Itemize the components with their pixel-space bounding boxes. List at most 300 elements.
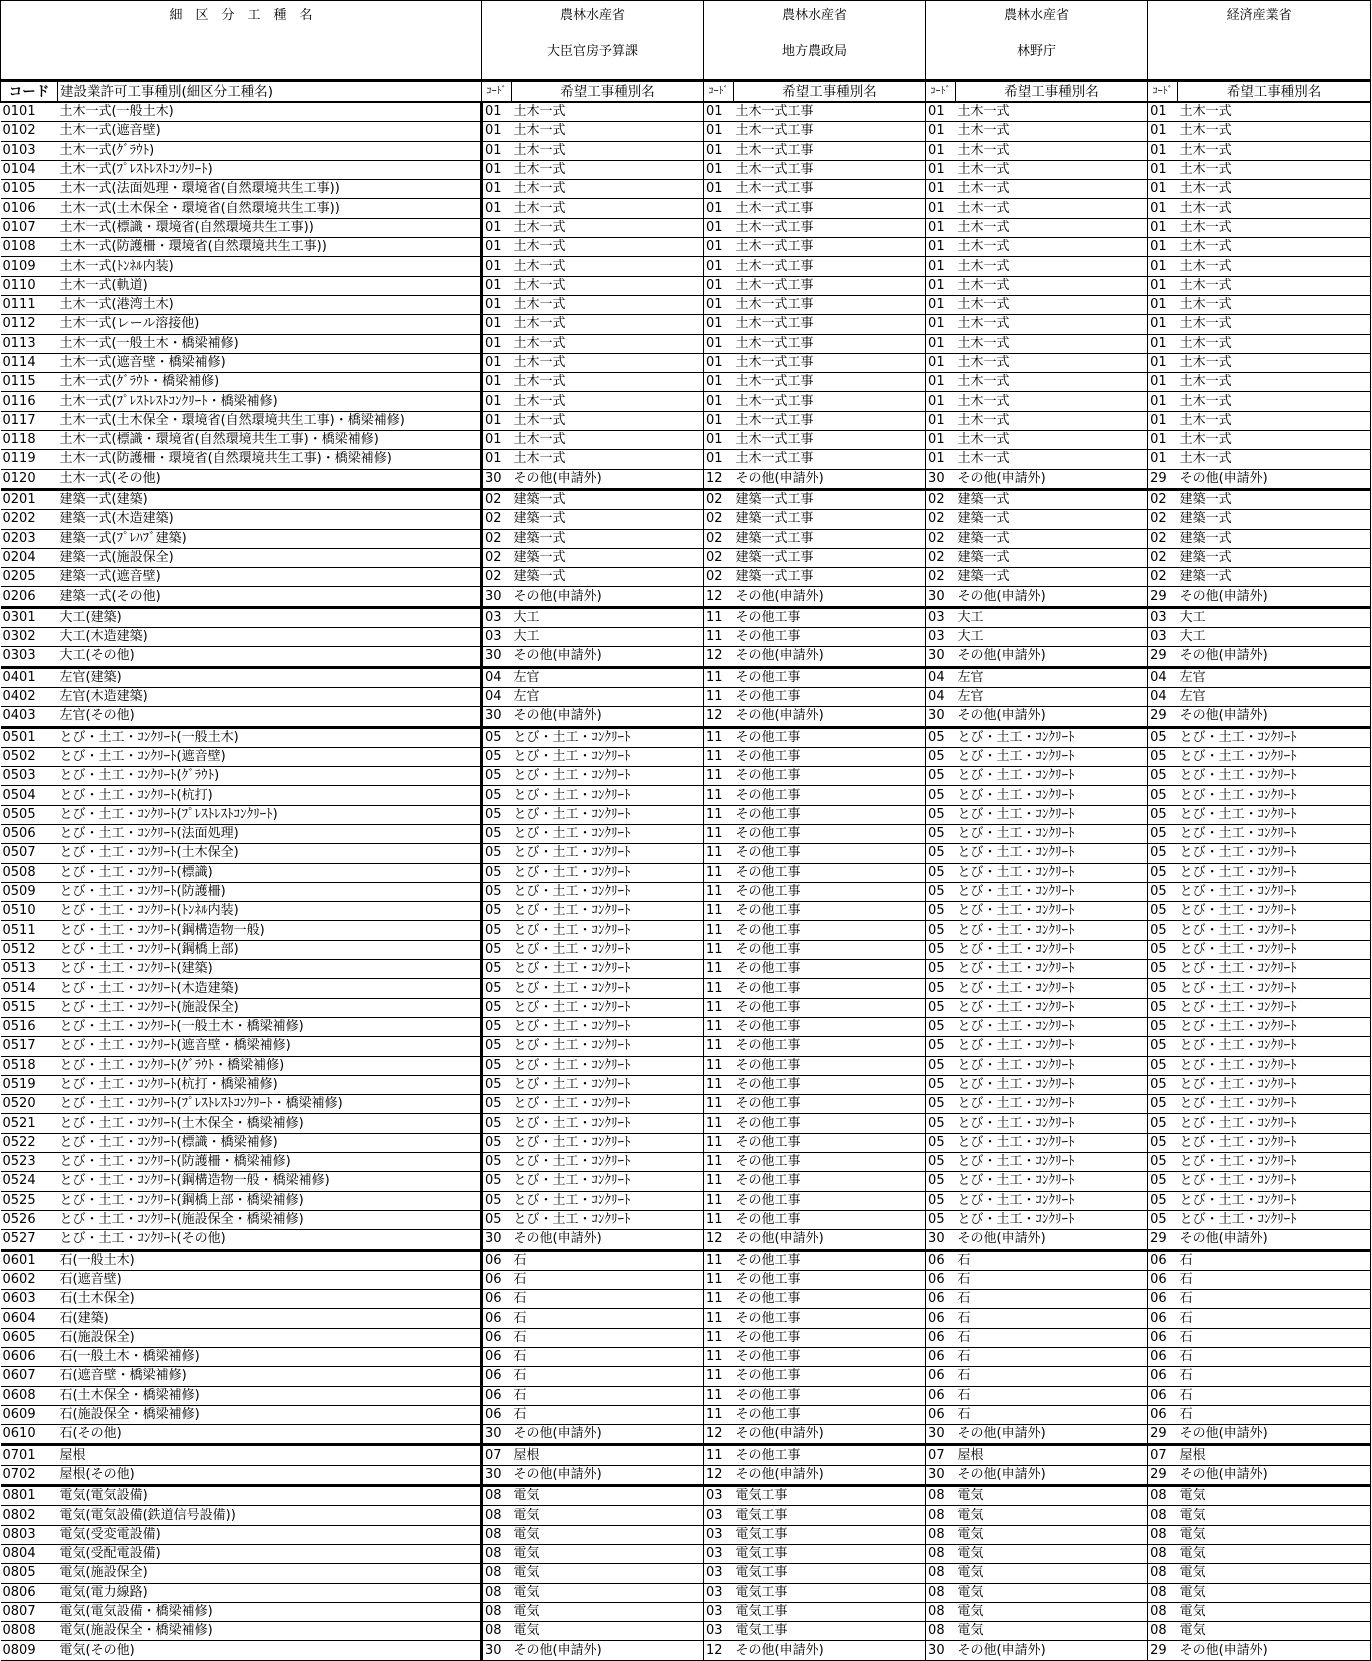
maff-budget-type: 電気 [512, 1525, 704, 1544]
maff-regional-type: 電気工事 [734, 1525, 926, 1544]
maff-regional-type: 土木一式工事 [734, 102, 926, 122]
column-header-code: コード [1, 81, 58, 103]
maff-budget-type: その他(申請外) [512, 587, 704, 607]
forestry-type: 土木一式 [956, 122, 1148, 141]
maff-regional-code: 02 [704, 548, 734, 567]
maff-regional-type: その他工事 [734, 1250, 926, 1270]
maff-regional-type: その他工事 [734, 1210, 926, 1229]
table-row [1, 767, 1371, 786]
table-row [1, 102, 1371, 122]
forestry-type: 石 [956, 1348, 1148, 1367]
maff-regional-code: 11 [704, 1405, 734, 1424]
forestry-type: とび・土工・ｺﾝｸﾘｰﾄ [956, 824, 1148, 843]
maff-budget-code: 05 [482, 1075, 512, 1094]
forestry-code: 30 [926, 647, 956, 667]
maff-budget-code: 01 [482, 180, 512, 199]
forestry-type: 左官 [956, 667, 1148, 687]
maff-budget-code: 06 [482, 1405, 512, 1424]
meti-code: 01 [1148, 334, 1178, 353]
table-row [1, 218, 1371, 237]
maff-regional-code: 02 [704, 510, 734, 529]
forestry-type: 電気 [956, 1506, 1148, 1525]
row-name: 土木一式(港湾土木) [58, 295, 482, 314]
forestry-type: その他(申請外) [956, 647, 1148, 667]
maff-regional-type: 土木一式工事 [734, 315, 926, 334]
meti-code: 02 [1148, 568, 1178, 587]
row-name: とび・土工・ｺﾝｸﾘｰﾄ(標識・橋梁補修) [58, 1133, 482, 1152]
table-row [1, 1506, 1371, 1525]
maff-regional-code: 11 [704, 960, 734, 979]
maff-budget-type: 建築一式 [512, 548, 704, 567]
forestry-type: 電気 [956, 1486, 1148, 1506]
maff-regional-type: 電気工事 [734, 1622, 926, 1641]
table-row [1, 1309, 1371, 1328]
table-row [1, 1348, 1371, 1367]
maff-regional-type: その他工事 [734, 844, 926, 863]
maff-budget-type: とび・土工・ｺﾝｸﾘｰﾄ [512, 1191, 704, 1210]
maff-regional-type: その他工事 [734, 667, 926, 687]
meti-code: 03 [1148, 607, 1178, 627]
maff-budget-type: 左官 [512, 687, 704, 706]
maff-regional-code: 01 [704, 334, 734, 353]
meti-code: 05 [1148, 727, 1178, 747]
meti-code: 08 [1148, 1602, 1178, 1621]
maff-regional-type: 建築一式工事 [734, 529, 926, 548]
forestry-code: 05 [926, 1095, 956, 1114]
meti-code: 05 [1148, 882, 1178, 901]
maff-budget-code: 05 [482, 979, 512, 998]
row-name: とび・土工・ｺﾝｸﾘｰﾄ(一般土木・橋梁補修) [58, 1017, 482, 1036]
row-name: とび・土工・ｺﾝｸﾘｰﾄ(一般土木) [58, 727, 482, 747]
forestry-code: 03 [926, 628, 956, 647]
maff-regional-type: その他工事 [734, 1290, 926, 1309]
maff-regional-type: 土木一式工事 [734, 431, 926, 450]
maff-budget-type: 左官 [512, 667, 704, 687]
maff-regional-type: 電気工事 [734, 1486, 926, 1506]
table-row [1, 1153, 1371, 1172]
meti-type: 土木一式 [1178, 353, 1371, 372]
meti-code: 05 [1148, 1114, 1178, 1133]
row-code: 0107 [1, 218, 58, 237]
maff-regional-code: 03 [704, 1506, 734, 1525]
maff-regional-code: 11 [704, 607, 734, 627]
meti-type: 石 [1178, 1367, 1371, 1386]
table-row [1, 315, 1371, 334]
maff-budget-type: とび・土工・ｺﾝｸﾘｰﾄ [512, 960, 704, 979]
row-code: 0606 [1, 1348, 58, 1367]
meti-code: 02 [1148, 529, 1178, 548]
meti-type: とび・土工・ｺﾝｸﾘｰﾄ [1178, 1075, 1371, 1094]
maff-regional-code: 01 [704, 276, 734, 295]
row-code: 0106 [1, 199, 58, 218]
maff-regional-code: 12 [704, 587, 734, 607]
forestry-type: とび・土工・ｺﾝｸﾘｰﾄ [956, 1133, 1148, 1152]
row-code: 0112 [1, 315, 58, 334]
row-code: 0607 [1, 1367, 58, 1386]
row-name: 建築一式(建築) [58, 489, 482, 509]
maff-budget-code: 01 [482, 160, 512, 179]
meti-type: とび・土工・ｺﾝｸﾘｰﾄ [1178, 1191, 1371, 1210]
forestry-type: その他(申請外) [956, 1465, 1148, 1485]
maff-regional-type: その他工事 [734, 979, 926, 998]
forestry-code: 05 [926, 824, 956, 843]
forestry-type: とび・土工・ｺﾝｸﾘｰﾄ [956, 805, 1148, 824]
maff-regional-code: 12 [704, 1230, 734, 1250]
forestry-code: 01 [926, 276, 956, 295]
meti-code: 01 [1148, 450, 1178, 469]
forestry-type: とび・土工・ｺﾝｸﾘｰﾄ [956, 863, 1148, 882]
maff-regional-code: 11 [704, 882, 734, 901]
maff-budget-type: 石 [512, 1386, 704, 1405]
maff-budget-type: とび・土工・ｺﾝｸﾘｰﾄ [512, 1017, 704, 1036]
forestry-type: とび・土工・ｺﾝｸﾘｰﾄ [956, 1095, 1148, 1114]
row-code: 0108 [1, 238, 58, 257]
meti-code: 05 [1148, 1210, 1178, 1229]
table-row [1, 489, 1371, 509]
meti-type: 土木一式 [1178, 257, 1371, 276]
row-name: 土木一式(土木保全・環境省(自然環境共生工事)) [58, 199, 482, 218]
maff-budget-code: 08 [482, 1486, 512, 1506]
table-row [1, 1486, 1371, 1506]
maff-budget-type: その他(申請外) [512, 647, 704, 667]
maff-regional-code: 03 [704, 1544, 734, 1563]
maff-regional-type: 土木一式工事 [734, 450, 926, 469]
row-code: 0803 [1, 1525, 58, 1544]
maff-regional-type: その他工事 [734, 1405, 926, 1424]
forestry-code: 01 [926, 238, 956, 257]
maff-regional-code: 11 [704, 667, 734, 687]
maff-budget-code: 02 [482, 489, 512, 509]
maff-budget-type: その他(申請外) [512, 1230, 704, 1250]
row-name: とび・土工・ｺﾝｸﾘｰﾄ(ｸﾞﾗｳﾄ・橋梁補修) [58, 1056, 482, 1075]
table-row [1, 687, 1371, 706]
meti-code: 04 [1148, 687, 1178, 706]
row-name: とび・土工・ｺﾝｸﾘｰﾄ(鋼橋上部) [58, 940, 482, 959]
meti-code: 05 [1148, 786, 1178, 805]
maff-budget-type: とび・土工・ｺﾝｸﾘｰﾄ [512, 1114, 704, 1133]
row-name: とび・土工・ｺﾝｸﾘｰﾄ(鋼構造物一般) [58, 921, 482, 940]
meti-type: とび・土工・ｺﾝｸﾘｰﾄ [1178, 747, 1371, 766]
maff-regional-code: 11 [704, 1191, 734, 1210]
maff-budget-type: 土木一式 [512, 199, 704, 218]
maff-regional-code: 11 [704, 747, 734, 766]
forestry-code: 06 [926, 1386, 956, 1405]
maff-regional-code: 11 [704, 1095, 734, 1114]
table-row [1, 1425, 1371, 1445]
meti-type: とび・土工・ｺﾝｸﾘｰﾄ [1178, 863, 1371, 882]
maff-budget-type: 建築一式 [512, 510, 704, 529]
row-name: 電気(受変電設備) [58, 1525, 482, 1544]
forestry-type: 電気 [956, 1564, 1148, 1583]
maff-regional-code: 11 [704, 998, 734, 1017]
forestry-code: 30 [926, 469, 956, 489]
maff-budget-code: 30 [482, 1465, 512, 1485]
forestry-code: 01 [926, 141, 956, 160]
column-header-sub-name: 希望工事種別名 [512, 81, 704, 103]
forestry-type: 電気 [956, 1602, 1148, 1621]
table-row [1, 1075, 1371, 1094]
maff-regional-code: 01 [704, 392, 734, 411]
meti-type: 建築一式 [1178, 548, 1371, 567]
meti-type: 土木一式 [1178, 141, 1371, 160]
column-header-sub-code: ｺｰﾄﾞ [926, 81, 956, 103]
maff-budget-type: 電気 [512, 1506, 704, 1525]
maff-regional-code: 12 [704, 1465, 734, 1485]
row-name: 大工(木造建築) [58, 628, 482, 647]
meti-code: 01 [1148, 102, 1178, 122]
maff-budget-type: 石 [512, 1328, 704, 1347]
row-code: 0119 [1, 450, 58, 469]
row-name: 土木一式(標識・環境省(自然環境共生工事)) [58, 218, 482, 237]
maff-regional-code: 03 [704, 1602, 734, 1621]
meti-code: 29 [1148, 647, 1178, 667]
meti-code: 01 [1148, 353, 1178, 372]
column-header-sub-code: ｺｰﾄﾞ [704, 81, 734, 103]
table-row [1, 940, 1371, 959]
column-header-sub-name: 希望工事種別名 [1178, 81, 1371, 103]
forestry-type: 石 [956, 1405, 1148, 1424]
meti-type: その他(申請外) [1178, 587, 1371, 607]
row-name: とび・土工・ｺﾝｸﾘｰﾄ(木造建築) [58, 979, 482, 998]
forestry-code: 05 [926, 998, 956, 1017]
row-name: 大工(建築) [58, 607, 482, 627]
forestry-type: 建築一式 [956, 568, 1148, 587]
forestry-code: 06 [926, 1405, 956, 1424]
forestry-type: とび・土工・ｺﾝｸﾘｰﾄ [956, 882, 1148, 901]
maff-budget-type: 屋根 [512, 1445, 704, 1465]
forestry-type: 土木一式 [956, 218, 1148, 237]
row-name: 電気(その他) [58, 1641, 482, 1660]
maff-budget-code: 30 [482, 647, 512, 667]
forestry-code: 08 [926, 1583, 956, 1602]
row-code: 0608 [1, 1386, 58, 1405]
forestry-type: 土木一式 [956, 353, 1148, 372]
maff-regional-code: 11 [704, 1172, 734, 1191]
row-code: 0521 [1, 1114, 58, 1133]
maff-budget-type: 電気 [512, 1544, 704, 1563]
row-name: 電気(施設保全) [58, 1564, 482, 1583]
forestry-type: とび・土工・ｺﾝｸﾘｰﾄ [956, 1037, 1148, 1056]
maff-budget-type: 大工 [512, 628, 704, 647]
maff-budget-type: 石 [512, 1250, 704, 1270]
row-code: 0610 [1, 1425, 58, 1445]
meti-code: 29 [1148, 707, 1178, 727]
forestry-type: とび・土工・ｺﾝｸﾘｰﾄ [956, 940, 1148, 959]
meti-type: その他(申請外) [1178, 647, 1371, 667]
maff-budget-type: その他(申請外) [512, 1425, 704, 1445]
table-row [1, 1525, 1371, 1544]
meti-type: 電気 [1178, 1486, 1371, 1506]
meti-code: 05 [1148, 844, 1178, 863]
maff-budget-code: 05 [482, 1153, 512, 1172]
forestry-type: 石 [956, 1270, 1148, 1289]
meti-type: 土木一式 [1178, 334, 1371, 353]
meti-code: 01 [1148, 141, 1178, 160]
maff-budget-code: 30 [482, 1641, 512, 1660]
forestry-code: 05 [926, 882, 956, 901]
row-name: 電気(受配電設備) [58, 1544, 482, 1563]
meti-code: 08 [1148, 1506, 1178, 1525]
row-code: 0701 [1, 1445, 58, 1465]
meti-type: 左官 [1178, 687, 1371, 706]
maff-budget-code: 03 [482, 628, 512, 647]
row-name: 屋根(その他) [58, 1465, 482, 1485]
row-code: 0504 [1, 786, 58, 805]
maff-budget-code: 05 [482, 844, 512, 863]
maff-regional-type: その他(申請外) [734, 1641, 926, 1660]
meti-code: 06 [1148, 1270, 1178, 1289]
maff-budget-code: 04 [482, 667, 512, 687]
row-code: 0120 [1, 469, 58, 489]
forestry-type: とび・土工・ｺﾝｸﾘｰﾄ [956, 727, 1148, 747]
forestry-code: 05 [926, 940, 956, 959]
maff-budget-code: 01 [482, 373, 512, 392]
maff-regional-code: 12 [704, 1425, 734, 1445]
maff-budget-code: 01 [482, 295, 512, 314]
table-row [1, 647, 1371, 667]
table-row [1, 160, 1371, 179]
maff-budget-type: 電気 [512, 1583, 704, 1602]
forestry-code: 02 [926, 489, 956, 509]
meti-type: その他(申請外) [1178, 707, 1371, 727]
maff-budget-code: 04 [482, 687, 512, 706]
maff-budget-code: 05 [482, 863, 512, 882]
forestry-code: 30 [926, 1465, 956, 1485]
forestry-code: 30 [926, 1425, 956, 1445]
row-code: 0206 [1, 587, 58, 607]
forestry-code: 08 [926, 1564, 956, 1583]
meti-code: 05 [1148, 902, 1178, 921]
meti-type: とび・土工・ｺﾝｸﾘｰﾄ [1178, 882, 1371, 901]
table-row [1, 1017, 1371, 1036]
forestry-type: その他(申請外) [956, 1641, 1148, 1660]
maff-budget-code: 06 [482, 1270, 512, 1289]
row-name: 石(一般土木) [58, 1250, 482, 1270]
maff-regional-code: 03 [704, 1486, 734, 1506]
meti-code: 05 [1148, 1191, 1178, 1210]
maff-budget-type: 土木一式 [512, 218, 704, 237]
meti-type: とび・土工・ｺﾝｸﾘｰﾄ [1178, 921, 1371, 940]
row-code: 0117 [1, 411, 58, 430]
maff-regional-type: その他工事 [734, 863, 926, 882]
meti-type: 電気 [1178, 1544, 1371, 1563]
meti-code: 01 [1148, 373, 1178, 392]
table-row [1, 1210, 1371, 1229]
maff-regional-type: その他工事 [734, 786, 926, 805]
maff-budget-type: 土木一式 [512, 411, 704, 430]
maff-budget-type: 電気 [512, 1622, 704, 1641]
row-name: 左官(建築) [58, 667, 482, 687]
maff-budget-code: 01 [482, 199, 512, 218]
maff-budget-code: 01 [482, 218, 512, 237]
forestry-type: 土木一式 [956, 295, 1148, 314]
maff-budget-type: 電気 [512, 1564, 704, 1583]
meti-code: 01 [1148, 122, 1178, 141]
row-code: 0104 [1, 160, 58, 179]
row-code: 0301 [1, 607, 58, 627]
row-code: 0402 [1, 687, 58, 706]
row-name: とび・土工・ｺﾝｸﾘｰﾄ(土木保全・橋梁補修) [58, 1114, 482, 1133]
forestry-type: とび・土工・ｺﾝｸﾘｰﾄ [956, 979, 1148, 998]
forestry-code: 01 [926, 373, 956, 392]
ministry-header-1 [482, 1, 704, 81]
maff-regional-type: 土木一式工事 [734, 160, 926, 179]
meti-code: 01 [1148, 295, 1178, 314]
forestry-code: 05 [926, 1017, 956, 1036]
row-name: とび・土工・ｺﾝｸﾘｰﾄ(建築) [58, 960, 482, 979]
table-row [1, 587, 1371, 607]
meti-code: 05 [1148, 979, 1178, 998]
maff-regional-type: その他工事 [734, 1386, 926, 1405]
maff-regional-type: 土木一式工事 [734, 276, 926, 295]
maff-regional-type: その他工事 [734, 1367, 926, 1386]
table-row [1, 373, 1371, 392]
forestry-type: その他(申請外) [956, 1425, 1148, 1445]
forestry-code: 05 [926, 902, 956, 921]
forestry-type: 土木一式 [956, 431, 1148, 450]
maff-regional-type: 建築一式工事 [734, 548, 926, 567]
maff-regional-type: その他(申請外) [734, 647, 926, 667]
maff-regional-type: その他工事 [734, 1172, 926, 1191]
meti-type: 土木一式 [1178, 392, 1371, 411]
meti-code: 05 [1148, 940, 1178, 959]
maff-budget-type: とび・土工・ｺﾝｸﾘｰﾄ [512, 1075, 704, 1094]
maff-regional-code: 01 [704, 295, 734, 314]
forestry-code: 05 [926, 1191, 956, 1210]
maff-regional-type: 電気工事 [734, 1564, 926, 1583]
maff-regional-type: 電気工事 [734, 1602, 926, 1621]
maff-regional-type: その他(申請外) [734, 1465, 926, 1485]
meti-type: その他(申請外) [1178, 1465, 1371, 1485]
meti-type: とび・土工・ｺﾝｸﾘｰﾄ [1178, 767, 1371, 786]
row-code: 0503 [1, 767, 58, 786]
maff-budget-code: 05 [482, 1017, 512, 1036]
maff-budget-code: 01 [482, 334, 512, 353]
maff-budget-type: とび・土工・ｺﾝｸﾘｰﾄ [512, 805, 704, 824]
maff-budget-type: 土木一式 [512, 431, 704, 450]
forestry-type: とび・土工・ｺﾝｸﾘｰﾄ [956, 1075, 1148, 1094]
maff-regional-code: 01 [704, 180, 734, 199]
maff-budget-code: 06 [482, 1386, 512, 1405]
row-code: 0805 [1, 1564, 58, 1583]
maff-regional-code: 11 [704, 902, 734, 921]
meti-type: 土木一式 [1178, 373, 1371, 392]
maff-regional-type: 土木一式工事 [734, 218, 926, 237]
maff-budget-code: 05 [482, 767, 512, 786]
maff-regional-code: 11 [704, 727, 734, 747]
maff-budget-type: 土木一式 [512, 238, 704, 257]
forestry-type: 石 [956, 1367, 1148, 1386]
forestry-type: 土木一式 [956, 257, 1148, 276]
maff-budget-type: とび・土工・ｺﾝｸﾘｰﾄ [512, 1095, 704, 1114]
meti-code: 01 [1148, 180, 1178, 199]
table-row [1, 411, 1371, 430]
forestry-type: 土木一式 [956, 315, 1148, 334]
forestry-type: 石 [956, 1328, 1148, 1347]
table-row [1, 122, 1371, 141]
forestry-type: その他(申請外) [956, 707, 1148, 727]
row-name: 石(一般土木・橋梁補修) [58, 1348, 482, 1367]
maff-regional-type: その他工事 [734, 960, 926, 979]
row-name: とび・土工・ｺﾝｸﾘｰﾄ(法面処理) [58, 824, 482, 843]
row-name: とび・土工・ｺﾝｸﾘｰﾄ(杭打・橋梁補修) [58, 1075, 482, 1094]
forestry-type: 石 [956, 1309, 1148, 1328]
meti-type: 土木一式 [1178, 295, 1371, 314]
forestry-type: 大工 [956, 628, 1148, 647]
maff-regional-type: 建築一式工事 [734, 510, 926, 529]
table-row [1, 353, 1371, 372]
maff-regional-code: 12 [704, 647, 734, 667]
